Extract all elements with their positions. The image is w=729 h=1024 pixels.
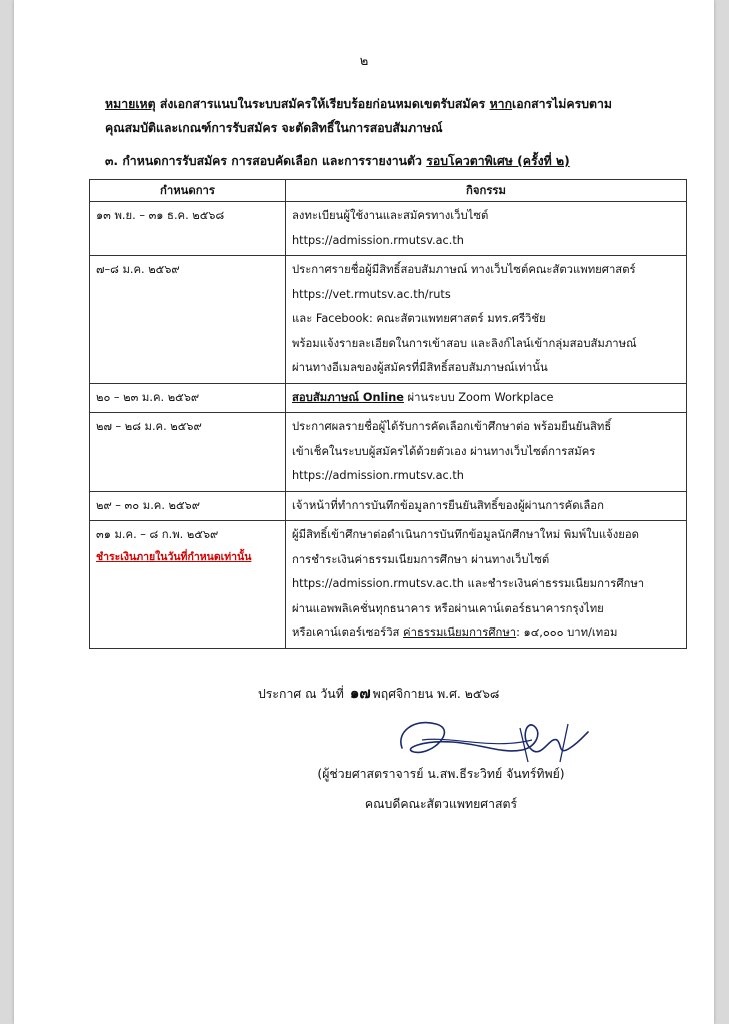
table-row — [90, 491, 687, 521]
table-row — [90, 202, 687, 256]
row-activity — [286, 491, 687, 521]
note-text-2: เอกสารไม่ครบตาม — [512, 97, 613, 111]
handwritten-signature-icon — [392, 710, 592, 770]
fee-amount: : ๑๔,๐๐๐ บาท/เทอม — [516, 626, 618, 639]
column-header-schedule: กำหนดการ — [90, 180, 286, 202]
activity-line: พร้อมแจ้งรายละเอียดในการเข้าสอบ และลิงก์ไลน์เข้ากลุ่มสอบสัมภาษณ์ — [292, 336, 637, 350]
note-label: หมายเหตุ — [105, 97, 156, 111]
row-activity — [286, 521, 687, 649]
activity-line: เข้าเช็คในระบบผู้สมัครได้ด้วยตัวเอง ผ่านทางเว็บไซต์การสมัคร — [292, 444, 596, 458]
activity-line: https://admission.rmutsv.ac.th และชำระเงินค่าธรรมเนียมการศึกษา — [292, 577, 645, 590]
note-label-2: หาก — [489, 97, 513, 111]
activity-line: ผ่านทางอีเมลของผู้สมัครที่มีสิทธิ์สอบสัมภาษณ์เท่านั้น — [292, 361, 548, 374]
note-paragraph — [105, 92, 695, 140]
activity-line: การชำระเงินค่าธรรมเนียมการศึกษา ผ่านทางเว็บไซต์ — [292, 552, 550, 566]
row-date-cell — [90, 521, 286, 649]
activity-line: ประกาศรายชื่อผู้มีสิทธิ์สอบสัมภาษณ์ ทางเว็บไซต์คณะสัตวแพทยศาสตร์ — [292, 263, 636, 276]
activity-line: ผ่านแอพพลิเคชั่นทุกธนาคาร หรือผ่านเคาน์เตอร์ธนาคารกรุงไทย — [292, 601, 604, 615]
activity-line: https://vet.rmutsv.ac.th/ruts — [292, 287, 451, 301]
table-header-row — [90, 180, 687, 202]
announcement-date — [258, 681, 499, 705]
row-date: ๑๓ พ.ย. – ๓๑ ธ.ค. ๒๕๖๘ — [90, 202, 286, 256]
section-heading-text: ๓. กำหนดการรับสมัคร การสอบคัดเลือก และการรายงานตัว — [105, 154, 427, 168]
table-row — [90, 383, 687, 413]
activity-line — [292, 621, 680, 646]
row-date: ๒๙ – ๓๐ ม.ค. ๒๕๖๙ — [90, 491, 286, 521]
fee-label: ค่าธรรมเนียมการศึกษา — [403, 626, 517, 639]
row-date: ๗–๘ ม.ค. ๒๕๖๙ — [90, 256, 286, 384]
announcement-suffix: พฤศจิกายน พ.ศ. ๒๕๖๘ — [372, 687, 500, 701]
column-header-activity: กิจกรรม — [286, 180, 687, 202]
row-activity — [286, 383, 687, 413]
row-activity — [286, 256, 687, 384]
schedule-table — [89, 179, 687, 649]
row-activity — [286, 413, 687, 492]
fee-prefix: หรือเคาน์เตอร์เซอร์วิส — [292, 626, 404, 639]
activity-line: ผู้มีสิทธิ์เข้าศึกษาต่อดำเนินการบันทึกข้อมูลนักศึกษาใหม่ พิมพ์ใบแจ้งยอด — [292, 528, 639, 541]
note-line-2: คุณสมบัติและเกณฑ์การรับสมัคร จะตัดสิทธิ์ในการสอบสัมภาษณ์ — [105, 121, 443, 135]
activity-line: ลงทะเบียนผู้ใช้งานและสมัครทางเว็บไซต์ — [292, 209, 489, 222]
section-heading — [105, 152, 570, 171]
interview-platform-text: ผ่านระบบ Zoom Workplace — [403, 390, 554, 404]
activity-line — [292, 386, 680, 411]
activity-line: และ Facebook: คณะสัตวแพทยศาสตร์ มทร.ศรีวิชัย — [292, 312, 546, 325]
activity-line: https://admission.rmutsv.ac.th — [292, 233, 464, 247]
section-heading-underlined: รอบโควตาพิเศษ (ครั้งที่ ๒) — [426, 154, 570, 168]
table-row — [90, 413, 687, 492]
announcement-day: ๑๗ — [349, 684, 371, 702]
signer-name: (ผู้ช่วยศาสตราจารย์ น.สพ.ธีระวิทย์ จันทร์ทิพย์) — [317, 767, 565, 781]
activity-line: https://admission.rmutsv.ac.th — [292, 469, 464, 482]
activity-line: ประกาศผลรายชื่อผู้ได้รับการคัดเลือกเข้าศึกษาต่อ พร้อมยืนยันสิทธิ์ — [292, 420, 612, 433]
row-date: ๒๐ – ๒๓ ม.ค. ๒๕๖๙ — [90, 383, 286, 413]
activity-line: เจ้าหน้าที่ทำการบันทึกข้อมูลการยืนยันสิทธิ์ของผู้ผ่านการคัดเลือก — [292, 498, 604, 512]
row-activity — [286, 202, 687, 256]
page-number: ๒ — [359, 54, 369, 69]
table-row — [90, 256, 687, 384]
note-text-1: ส่งเอกสารแนบในระบบสมัครให้เรียบร้อยก่อนหมดเขตรับสมัคร — [155, 97, 490, 111]
announcement-prefix: ประกาศ ณ วันที่ — [258, 687, 344, 701]
document-page — [14, 0, 714, 1024]
interview-online-label: สอบสัมภาษณ์ Online — [292, 390, 404, 404]
row-date: ๓๑ ม.ค. – ๘ ก.พ. ๒๕๖๙ — [96, 528, 219, 541]
signer-title: คณบดีคณะสัตวแพทยศาสตร์ — [364, 797, 518, 811]
table-row — [90, 521, 687, 649]
payment-deadline-note: ชำระเงินภายในวันที่กำหนดเท่านั้น — [96, 550, 252, 563]
row-date: ๒๗ – ๒๘ ม.ค. ๒๕๖๙ — [90, 413, 286, 492]
